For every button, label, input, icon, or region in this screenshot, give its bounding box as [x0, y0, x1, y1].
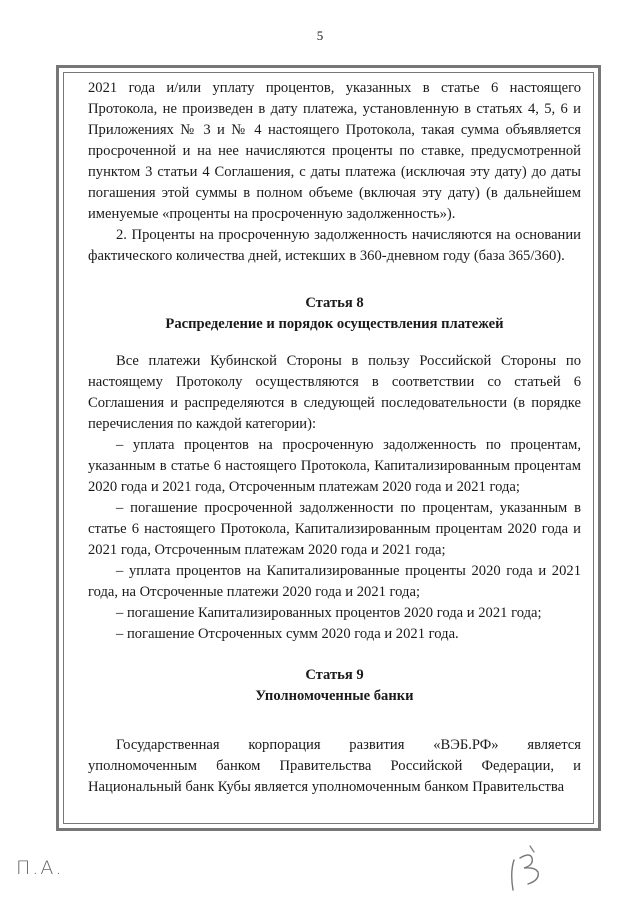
paragraph-2: 2. Проценты на просроченную задолженность начисляются на основании фактического количества дней, истекших в 360-дневном году (база 365/360). [88, 227, 581, 264]
paragraph-continuation: 2021 года и/или уплату процентов, указанных в статье 6 настоящего Протокола, не произведен в дату платежа, установленную в статьях 4, 5, 6 и Приложениях № 3 и № 4 настоящего Протокола, такая сумма объявляется просроченной и на нее начисляются проценты по ставке, предусмотренной пунктом 3 статьи 4 Соглашения, с даты платежа (исключая эту дату) до даты погашения этой суммы в полном объеме (включая эту дату) (в дальнейшем именуемые «проценты на просроченную задолженность»). [88, 80, 581, 222]
article-9-text: Государственная корпорация развития «ВЭБ.РФ» является уполномоченным банком Правительства Российской Федерации, и Национальный банк Кубы является уполномоченным банком Правительства [88, 737, 581, 795]
article-9-title: Уполномоченные банки [255, 688, 414, 704]
handwritten-signature-icon [500, 838, 560, 894]
article-8-title: Распределение и порядок осуществления платежей [165, 316, 504, 332]
list-item: – уплата процентов на просроченную задолженность по процентам, указанным в статье 6 настоящего Протокола, Капитализированным процентам 2020 года и 2021 года, Отсроченным платежам 2020 года и 2021 года; [88, 437, 581, 495]
article-8-number: Статья 8 [305, 295, 364, 311]
list-item: – погашение Отсроченных сумм 2020 года и 2021 года. [116, 626, 459, 642]
list-item: – погашение просроченной задолженности по процентам, указанным в статье 6 настоящего Протокола, Капитализированным процентам 2020 года и 2021 года, Отсроченным платежам 2020 года и 2021 года; [88, 500, 581, 558]
list-item: – уплата процентов на Капитализированные проценты 2020 года и 2021 года, на Отсроченные платежи 2020 года и 2021 года; [88, 563, 581, 600]
article-9-number: Статья 9 [305, 667, 364, 683]
page-number: 5 [316, 28, 324, 43]
article-8-intro: Все платежи Кубинской Стороны в пользу Российской Стороны по настоящему Протоколу осуществляются в соответствии со статьей 6 Соглашения и распределяются в следующей последовательности (в порядке перечисления по каждой категории): [88, 353, 581, 432]
document-body [88, 78, 581, 798]
initials-handwritten: П.А. [16, 857, 64, 879]
list-item: – погашение Капитализированных процентов 2020 года и 2021 года; [116, 605, 542, 621]
